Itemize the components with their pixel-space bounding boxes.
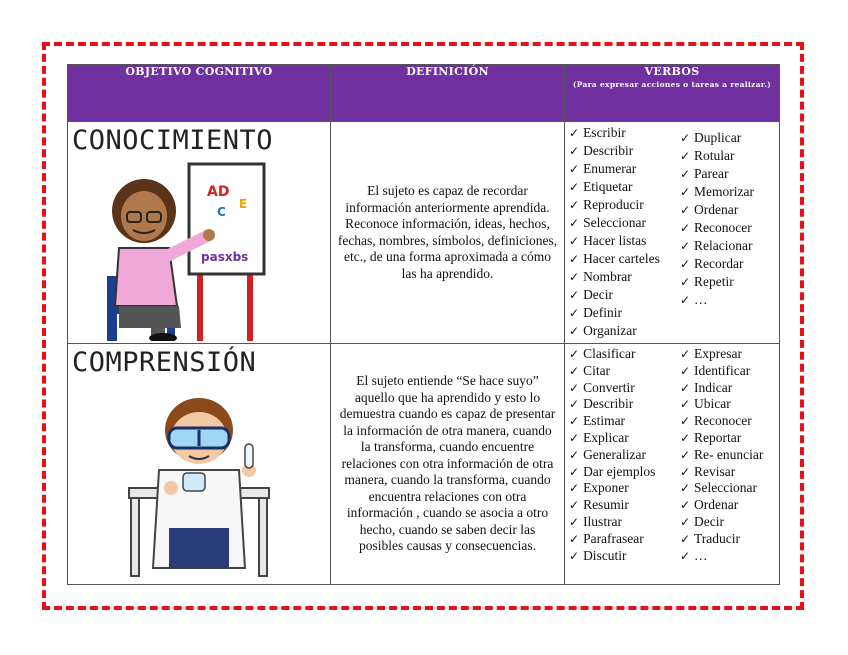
verb-item: ✓ Re- enunciar xyxy=(680,447,779,464)
verb-item: ✓ Clasificar xyxy=(569,346,680,363)
verb-item: ✓ Resumir xyxy=(569,497,680,514)
verb-item: ✓ Seleccionar xyxy=(680,480,779,497)
svg-text:E: E xyxy=(239,197,248,211)
definition-cell-conocimiento xyxy=(331,122,565,344)
verb-item: ✓ Exponer xyxy=(569,480,680,497)
verb-item: ✓ Hacer listas xyxy=(569,232,680,250)
student-scientist-illustration xyxy=(99,378,299,578)
verb-item: ✓ Convertir xyxy=(569,380,680,397)
verb-item: ✓ Ordenar xyxy=(680,497,779,514)
verb-item: ✓ Explicar xyxy=(569,430,680,447)
verbs-cell-conocimiento xyxy=(565,122,780,344)
verb-item: ✓ Memorizar xyxy=(680,183,779,201)
verb-item: ✓ Duplicar xyxy=(680,129,779,147)
verbs-column-2 xyxy=(680,124,779,340)
verbs-column-1 xyxy=(569,346,680,564)
header-definicion: DEFINICIÓN xyxy=(331,65,565,122)
verb-item: ✓ Decir xyxy=(680,514,779,531)
verbs-list xyxy=(565,344,779,564)
verb-item: ✓ Citar xyxy=(569,363,680,380)
verb-item: ✓ Describir xyxy=(569,396,680,413)
verb-item: ✓ Repetir xyxy=(680,273,779,291)
verb-item: ✓ Ordenar xyxy=(680,201,779,219)
definition-text: El sujeto es capaz de recordar información anteriormente aprendida. Reconoce información, ideas, hechos, fechas, nombres, símbolos, definiciones, etc., de una forma aproximada a cómo las ha aprendido. xyxy=(337,183,558,281)
verb-item: ✓ Nombrar xyxy=(569,268,680,286)
verb-item: ✓ Parear xyxy=(680,165,779,183)
definition-cell-comprension xyxy=(331,344,565,585)
verb-item: ✓ Expresar xyxy=(680,346,779,363)
verb-item: ✓ Definir xyxy=(569,304,680,322)
verb-item: ✓ Indicar xyxy=(680,380,779,397)
verb-item: ✓ Etiquetar xyxy=(569,178,680,196)
level-cell-conocimiento xyxy=(68,122,331,344)
header-verbos: VERBOS (Para expresar acciones o tareas a realizar.) xyxy=(565,65,780,122)
header-objetivo: OBJETIVO COGNITIVO xyxy=(68,65,331,122)
verbs-column-2 xyxy=(680,346,779,564)
verb-item: ✓ Hacer carteles xyxy=(569,250,680,268)
level-title: CONOCIMIENTO xyxy=(72,125,274,156)
verb-item: ✓ Generalizar xyxy=(569,447,680,464)
verb-item: ✓ Enumerar xyxy=(569,160,680,178)
header-verbos-subtitle: (Para expresar acciones o tareas a realizar.) xyxy=(572,80,772,89)
verb-item: ✓ Reproducir xyxy=(569,196,680,214)
verb-item: ✓ Revisar xyxy=(680,464,779,481)
verbs-list xyxy=(565,122,779,340)
level-cell-comprension xyxy=(68,344,331,585)
verb-item: ✓ Traducir xyxy=(680,531,779,548)
teacher-illustration xyxy=(89,156,309,341)
verb-item: ✓ Identificar xyxy=(680,363,779,380)
svg-text:C: C xyxy=(217,205,226,219)
verb-item: ✓ Describir xyxy=(569,142,680,160)
verb-item: ✓ Organizar xyxy=(569,322,680,340)
verb-item: ✓ Estimar xyxy=(569,413,680,430)
verbs-cell-comprension xyxy=(565,344,780,585)
verb-item: ✓ Ubicar xyxy=(680,396,779,413)
verbs-column-1 xyxy=(569,124,680,340)
verb-item: ✓ Parafrasear xyxy=(569,531,680,548)
verb-item: ✓ Decir xyxy=(569,286,680,304)
verb-item: ✓ Discutir xyxy=(569,548,680,565)
verb-item: ✓ Reportar xyxy=(680,430,779,447)
verb-item: ✓ Ilustrar xyxy=(569,514,680,531)
verb-item: ✓ Recordar xyxy=(680,255,779,273)
verb-item: ✓ Escribir xyxy=(569,124,680,142)
level-title: COMPRENSIÓN xyxy=(72,347,257,378)
bloom-taxonomy-table xyxy=(67,64,780,585)
verb-item: ✓ Seleccionar xyxy=(569,214,680,232)
verb-item: ✓ … xyxy=(680,548,779,565)
definition-text: El sujeto entiende “Se hace suyo” aquello que ha aprendido y esto lo demuestra cuando es capaz de presentar la información de otra manera, cuando la transforma, cuando encuentre relaciones con otra información de otra manera, cuando la transforma, cuando encuentra relaciones con otra información , cuando se asocia a otro hecho, cuando se saben decir las posibles causas y consecuencias. xyxy=(339,373,556,554)
verb-item: ✓ Reconocer xyxy=(680,413,779,430)
verb-item: ✓ … xyxy=(680,291,779,309)
verb-item: ✓ Rotular xyxy=(680,147,779,165)
board-letters-top: AD xyxy=(207,184,230,200)
verb-item: ✓ Reconocer xyxy=(680,219,779,237)
verb-item: ✓ Relacionar xyxy=(680,237,779,255)
verb-item: ✓ Dar ejemplos xyxy=(569,464,680,481)
board-letters-bottom: pasxbs xyxy=(201,250,249,264)
